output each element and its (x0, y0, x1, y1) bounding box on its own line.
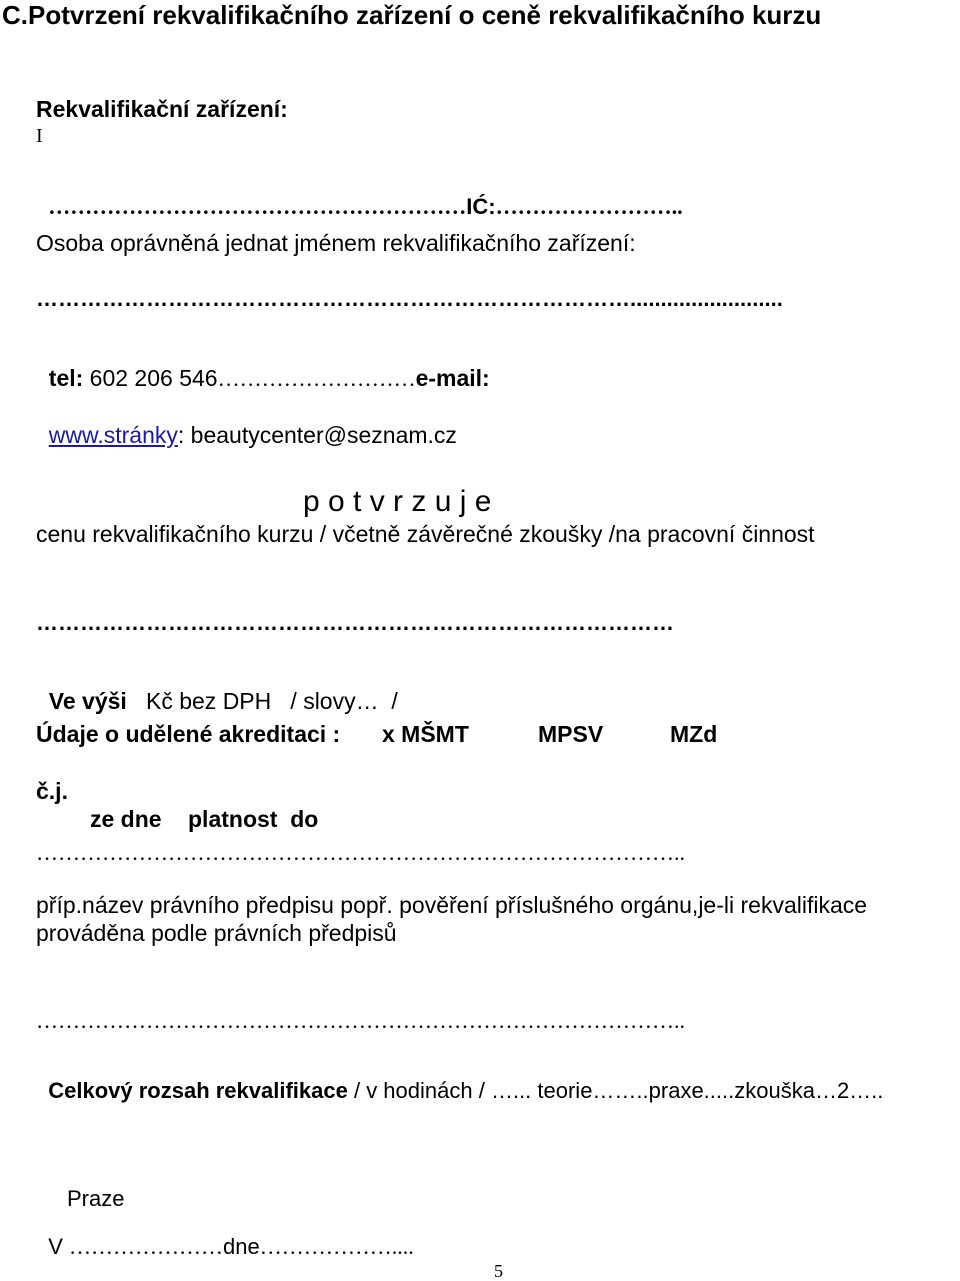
www-prefix[interactable]: www. (48, 422, 104, 448)
scope-label: Celkový rozsah rekvalifikace (48, 1078, 348, 1103)
scope-row (36, 1058, 883, 1102)
tel-dots: ……………………… (217, 366, 416, 391)
accreditation-label: Údaje o udělené akreditaci : (36, 721, 341, 747)
date-from-label: ze dne (90, 806, 162, 832)
accreditation-mzd: MZd (670, 721, 718, 747)
price-amount: Kč bez DPH (145, 688, 272, 714)
tel-row (36, 344, 490, 390)
confirm-text: cenu rekvalifikačního kurzu / včetně závěrečné zkoušky /na pracovní činnost (36, 521, 815, 547)
facility-dots: ………………………………………………… (48, 194, 467, 219)
signature-dne-dots: ……………….... (259, 1234, 414, 1259)
valid-to-label: platnost do (188, 806, 319, 832)
price-label: Ve výši (48, 688, 127, 714)
accreditation-msmt: x MŠMT (382, 721, 469, 747)
tel-label: tel: (48, 365, 84, 391)
confirm-title: p o t v r z u j e (303, 485, 492, 518)
www-email: : beautycenter@seznam.cz (177, 422, 457, 448)
legal-dots: …………………………………………………………………………….. (36, 1008, 685, 1033)
page-heading: C.Potvrzení rekvalifikačního zařízení o ceně rekvalifikačního kurzu (2, 0, 822, 30)
facility-label: Rekvalifikační zařízení: (36, 96, 288, 122)
person-label: Osoba oprávněná jednat jménem rekvalifikačního zařízení: (36, 230, 636, 256)
signature-city: Praze (67, 1186, 125, 1211)
accreditation-dots: …………………………………………………………………………….. (36, 840, 685, 865)
signature-v-dots: ………………… (69, 1234, 224, 1259)
tel-value: 602 206 546 (83, 365, 218, 391)
email-label: e-mail: (415, 365, 490, 391)
signature-dne: dne (223, 1234, 260, 1259)
legal-line-1: příp.název právního předpisu popř. pověření příslušného orgánu,je-li rekvalifikace (36, 892, 868, 918)
signature-v: V (48, 1234, 63, 1259)
cj-label: č.j. (36, 778, 68, 804)
signature-row (36, 1214, 414, 1258)
page-number: 5 (494, 1261, 503, 1281)
person-dots: ………………………………………………………………………......................... (36, 286, 783, 311)
facility-row (36, 174, 683, 218)
accreditation-mpsv: MPSV (538, 721, 604, 747)
confirm-dots: …………………………………………………………………………… (36, 610, 674, 635)
ic-dots: …………………….. (495, 194, 683, 219)
www-row (36, 401, 457, 447)
price-words: / slovy… / (290, 688, 398, 714)
legal-line-2: prováděna podle právních předpisů (36, 920, 397, 946)
www-link[interactable]: stránky (103, 422, 178, 448)
scope-hours: / v hodinách / …... teorie……..praxe.....zkouška…2….. (347, 1078, 884, 1103)
ic-label: IĆ: (466, 194, 496, 219)
price-row (36, 667, 398, 713)
facility-value: I (36, 125, 43, 147)
